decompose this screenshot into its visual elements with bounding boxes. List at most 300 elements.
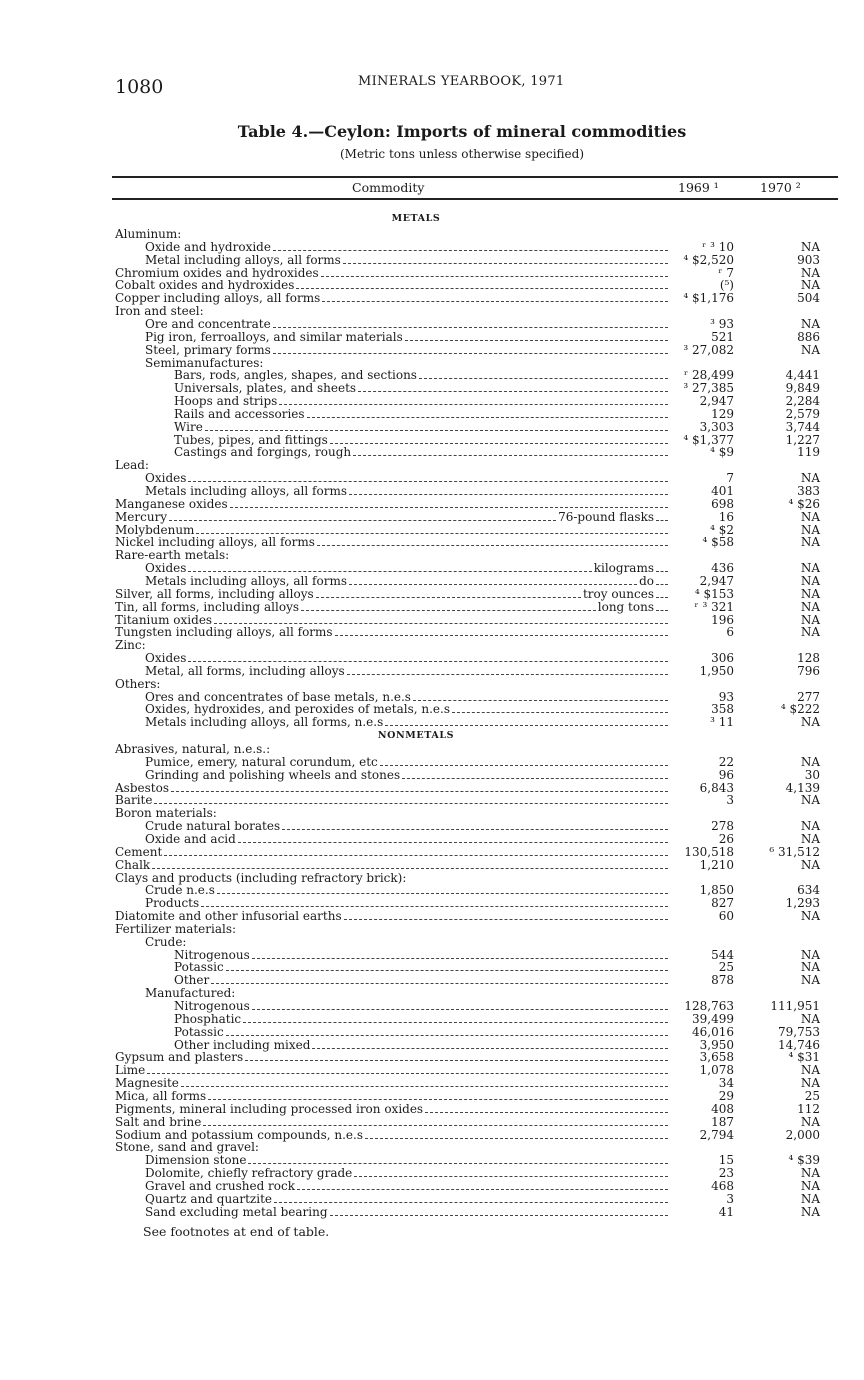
row-label [145,884,670,897]
leader-dots [245,1060,668,1061]
row-label-text: Magnesite [115,1077,179,1091]
row-label [174,974,670,987]
table-row [0,691,864,704]
leader-dots [279,404,668,405]
row-label-text: Barite [115,794,153,808]
value-1969: ⁴ $2 [710,522,734,537]
table-row [0,1064,864,1077]
value-1970: NA [800,599,820,614]
leader-dots [273,353,668,354]
leader-dots [349,584,637,585]
leader-dots [211,983,668,984]
leader-dots [238,842,668,843]
value-1970: NA [800,535,820,550]
unit-label: 76-pound flasks [558,510,654,524]
table-row [0,395,864,408]
row-label [115,782,670,795]
leader-dots [307,417,668,418]
leader-dots [353,455,668,456]
leader-dots [230,507,668,508]
column-header-commodity: Commodity [352,180,425,195]
value-1970: 4,139 [785,780,820,795]
value-1970: NA [800,278,820,293]
table-row [0,434,864,447]
row-label-text: Titanium oxides [115,613,213,627]
table-row [0,536,864,549]
value-1970: 796 [797,663,820,678]
value-1970: NA [800,793,820,808]
row-label [174,1039,670,1052]
value-1970: NA [800,973,820,988]
value-1969: ⁴ $1,377 [683,432,734,447]
row-label [174,382,670,395]
value-1969: ³ 27,082 [683,342,734,357]
table-row [0,279,864,292]
leader-dots [425,1112,668,1113]
leader-dots [335,635,668,636]
row-label-text: Potassic [174,1025,224,1039]
table-row [0,472,864,485]
value-1970: 634 [797,883,820,898]
value-1969: ⁴ $2,520 [683,252,734,267]
leader-dots [152,868,668,869]
row-label [174,949,670,962]
row-label-text: Ores and concentrates of base metals, n.e.s [145,690,411,704]
row-label [145,703,670,716]
row-label [115,923,655,936]
table-row [0,1116,864,1129]
table-row [0,562,864,575]
row-label-text: Sand excluding metal bearing [145,1205,328,1219]
leader-dots [349,494,668,495]
leader-dots [297,1189,668,1190]
value-1969: ⁴ $58 [702,535,734,550]
row-label-text: Tubes, pipes, and fittings [174,433,328,447]
row-label [145,357,685,370]
value-1969: 3 [726,1191,734,1206]
row-label [115,743,655,756]
row-label-text: Cobalt oxides and hydroxides [115,279,295,293]
row-label-text: Copper including alloys, all forms [115,292,321,306]
row-label [145,1206,670,1219]
row-label [115,536,670,549]
value-1970: 111,951 [770,999,820,1013]
value-1969: 827 [711,896,734,911]
row-label [115,794,670,807]
leader-dots [164,855,668,856]
row-label-text: Diatomite and other infusorial earths [115,910,342,924]
row-label [174,1000,670,1013]
row-label-text: Dolomite, chiefly refractory grade [145,1167,353,1181]
row-label [115,511,670,524]
row-label-text: Crude: [145,935,187,949]
table-row [0,1039,864,1052]
value-1969: 93 [718,689,734,704]
value-1969: 196 [711,612,734,627]
value-1970: NA [800,947,820,962]
table-row [0,498,864,511]
value-1969: 39,499 [692,1011,734,1026]
value-1969: ³ 93 [710,316,734,331]
footnote-reference: See footnotes at end of table. [143,1224,330,1239]
row-label-text: Clays and products (including refractory brick): [115,871,407,885]
value-1970: 79,753 [778,1024,820,1039]
value-1970: NA [800,573,820,588]
row-label-text: Aluminum: [115,228,182,241]
leader-dots [321,276,668,277]
leader-dots [419,378,668,379]
value-1969: 1,850 [699,883,734,898]
table-row [0,267,864,280]
row-label [145,833,670,846]
leader-dots [402,778,668,779]
row-label-text: Rare-earth metals: [115,549,230,563]
leader-dots [171,791,668,792]
row-label-text: Oxide and acid [145,832,236,846]
value-1969: ³ 11 [710,715,734,730]
row-label-text: Gypsum and plasters [115,1051,244,1065]
value-1969: 16 [718,509,734,524]
table-row [0,820,864,833]
row-label-text: Molybdenum [115,523,195,537]
table-row [0,331,864,344]
value-1969: 187 [711,1114,734,1129]
table-row [0,756,864,769]
leader-dots [273,327,668,328]
running-head: MINERALS YEARBOOK, 1971 [358,74,565,89]
row-label-text: Ore and concentrate [145,317,271,331]
value-1969: ʳ 7 [718,265,734,280]
row-label [115,1064,670,1077]
section-heading-metals: METALS [391,213,441,224]
value-1969: 26 [718,831,734,846]
value-1969: 6,843 [699,780,734,795]
unit-label: kilograms [593,562,654,576]
value-1970: 2,579 [785,406,820,421]
value-1970: 886 [797,329,820,344]
value-1970: NA [800,239,820,254]
row-label [174,408,670,421]
value-1969: 468 [711,1178,734,1193]
row-label-text: Mica, all forms [115,1089,207,1103]
value-1970: 277 [797,689,820,704]
row-label [145,485,670,498]
leader-dots [252,958,668,959]
value-1969: 3,303 [699,419,734,434]
value-1970: 504 [797,291,820,306]
row-label-text: Metal including alloys, all forms [145,253,341,267]
leader-dots [214,623,668,624]
row-label-text: Metals including alloys, all forms, n.e.s [145,716,384,730]
unit-label: troy ounces [582,587,654,601]
value-1969: 46,016 [692,1024,734,1039]
value-1969: 3 [726,793,734,808]
row-label-text: Oxides [145,562,187,576]
row-label-text: Iron and steel: [115,305,204,319]
row-label [145,1180,670,1193]
row-label-text: Sodium and potassium compounds, n.e.s [115,1128,363,1142]
leader-dots [273,250,668,251]
row-label [145,344,670,357]
row-label-text: Metal, all forms, including alloys [145,664,345,678]
value-1969: ʳ 28,499 [684,368,734,383]
table-row [0,344,864,357]
value-1970: ⁴ $31 [788,1050,820,1065]
row-label [115,614,670,627]
value-1969: 23 [718,1166,734,1181]
leader-dots [656,520,668,521]
value-1969: 3,950 [699,1037,734,1052]
row-label [145,331,670,344]
leader-dots [301,610,596,611]
value-1969: 521 [711,329,734,344]
value-1970: 112 [797,1101,820,1116]
row-label [115,267,670,280]
leader-dots [188,661,668,662]
row-label-text: Chalk [115,858,151,872]
table-row [0,1180,864,1193]
value-1970: NA [800,1063,820,1078]
value-1969: 544 [711,947,734,962]
row-label-text: Asbestos [115,781,169,795]
row-label-text: Rails and accessories [174,407,305,421]
row-label [115,872,655,885]
table-row [0,588,864,601]
row-label [115,524,670,537]
table-row [0,421,864,434]
value-1970: ⁴ $39 [788,1153,820,1168]
table-row [0,1090,864,1103]
value-1969: 29 [718,1088,734,1103]
table-row [0,1167,864,1180]
row-label [174,1013,670,1026]
table-row [0,1193,864,1206]
row-label-text: Dimension stone [145,1154,247,1168]
table-row [0,743,864,756]
table-row [0,782,864,795]
value-1969: 25 [718,960,734,975]
value-1970: NA [800,715,820,730]
row-label-text: Nitrogenous [174,948,250,962]
table-row [0,1129,864,1142]
value-1970: 2,000 [785,1127,820,1142]
row-label-text: Oxides [145,652,187,666]
value-1969: (⁵) [719,278,734,293]
table-row [0,575,864,588]
row-label [115,1141,655,1154]
row-label-text: Cement [115,845,163,859]
value-1970: NA [800,831,820,846]
table-row [0,408,864,421]
value-1969: 2,947 [699,394,734,409]
value-1970: NA [800,1166,820,1181]
row-label-text: Abrasives, natural, n.e.s.: [115,743,271,756]
value-1969: ʳ ³ 10 [702,239,734,254]
row-label [174,961,670,974]
value-1969: 130,518 [684,844,734,859]
table-row [0,357,864,370]
value-1969: ³ 27,385 [683,381,734,396]
row-label [174,1026,670,1039]
leader-dots [248,1163,668,1164]
section-heading-nonmetals: NONMETALS [377,730,455,741]
leader-dots [274,1202,668,1203]
value-1969: 3,658 [699,1050,734,1065]
table-row [0,1154,864,1167]
leader-dots [656,597,668,598]
table-row [0,305,864,318]
row-label-text: Other including mixed [174,1038,311,1052]
value-1970: NA [800,909,820,924]
row-label-text: Other [174,974,210,988]
value-1970: NA [800,522,820,537]
value-1970: NA [800,1011,820,1026]
value-1970: NA [800,561,820,576]
value-1969: 698 [711,496,734,511]
leader-dots [656,571,668,572]
table-row [0,859,864,872]
row-label-text: Tin, all forms, including alloys [115,600,300,614]
table-row [0,228,864,241]
row-label [145,691,670,704]
table-row [0,897,864,910]
row-label-text: Salt and brine [115,1115,202,1129]
row-label-text: Metals including alloys, all forms [145,485,347,498]
value-1970: 3,744 [785,419,820,434]
row-label [115,498,670,511]
table-row [0,318,864,331]
row-label-text: Pumice, emery, natural corundum, etc [145,755,378,769]
row-label [145,897,670,910]
row-label-text: Phosphatic [174,1012,242,1026]
leader-dots [243,1022,668,1023]
value-1969: 278 [711,819,734,834]
row-label [115,1116,670,1129]
header-rule-top [112,176,838,178]
leader-dots [181,1086,668,1087]
table-row [0,1051,864,1064]
leader-dots [188,571,591,572]
value-1970: NA [800,471,820,486]
row-label-text: Semimanufactures: [145,356,264,370]
table-row [0,716,864,729]
value-1970: NA [800,1178,820,1193]
row-label-text: Pig iron, ferroalloys, and similar materials [145,330,403,344]
row-label-text: Lime [115,1064,146,1078]
value-1970: NA [800,316,820,331]
row-label [145,820,670,833]
row-label [115,846,670,859]
table-row [0,910,864,923]
row-label [115,1051,670,1064]
value-1969: ʳ ³ 321 [694,599,734,614]
table-row [0,703,864,716]
value-1969: 96 [718,767,734,782]
value-1969: 1,950 [699,663,734,678]
table-row [0,678,864,691]
value-1969: 128,763 [684,999,734,1013]
row-label-text: Oxide and hydroxide [145,240,271,254]
value-1969: ⁴ $9 [710,445,734,460]
row-label-text: Silver, all forms, including alloys [115,587,314,601]
header-rule-bottom [112,198,838,200]
row-label [115,601,670,614]
row-label [174,369,670,382]
value-1969: 2,947 [699,573,734,588]
leader-dots [201,906,668,907]
value-1970: 119 [797,445,820,460]
row-label-text: Pigments, mineral including processed iron oxides [115,1102,424,1116]
value-1970: NA [800,342,820,357]
unit-label: do [639,574,654,588]
value-1969: 1,078 [699,1063,734,1078]
leader-dots [203,1125,668,1126]
row-label-text: Steel, primary forms [145,343,271,357]
value-1969: ⁴ $1,176 [683,291,734,306]
value-1969: 436 [711,561,734,576]
leader-dots [208,1099,668,1100]
row-label-text: Mercury [115,510,168,524]
table-row [0,1000,864,1013]
leader-dots [217,893,668,894]
table-row [0,846,864,859]
leader-dots [656,610,668,611]
value-1969: ⁴ $153 [694,586,734,601]
row-label [174,434,670,447]
row-label [145,652,670,665]
row-label [145,936,685,949]
row-label [115,678,655,691]
row-label [115,910,670,923]
row-label-text: Manganese oxides [115,497,228,511]
row-label-text: Oxides [145,472,187,486]
leader-dots [330,443,668,444]
row-label-text: Crude natural borates [145,820,281,834]
table-row [0,794,864,807]
row-label [145,1193,670,1206]
table-title: Table 4.—Ceylon: Imports of mineral commodities [237,122,687,141]
leader-dots [282,829,668,830]
leader-dots [354,1176,668,1177]
value-1970: 128 [797,651,820,666]
row-label-text: Bars, rods, angles, shapes, and sections [174,369,417,383]
table-row [0,292,864,305]
value-1969: 401 [711,484,734,498]
row-label [145,769,670,782]
row-label [115,1090,670,1103]
table-row [0,1026,864,1039]
value-1970: ⁶ 31,512 [769,844,820,859]
row-label [145,575,670,588]
table-row [0,601,864,614]
column-header-1970: 1970 ² [760,180,801,195]
leader-dots [405,340,668,341]
row-label [145,472,670,485]
row-label-text: Chromium oxides and hydroxides [115,266,319,280]
row-label-text: Nickel including alloys, all forms [115,536,315,550]
leader-dots [358,391,668,392]
value-1969: 22 [718,754,734,769]
leader-dots [226,1035,668,1036]
table-row [0,923,864,936]
value-1969: 41 [718,1204,734,1219]
row-label [115,292,670,305]
row-label [115,459,655,472]
value-1969: 1,210 [699,857,734,872]
table-row [0,884,864,897]
table-row [0,987,864,1000]
table-row [0,833,864,846]
